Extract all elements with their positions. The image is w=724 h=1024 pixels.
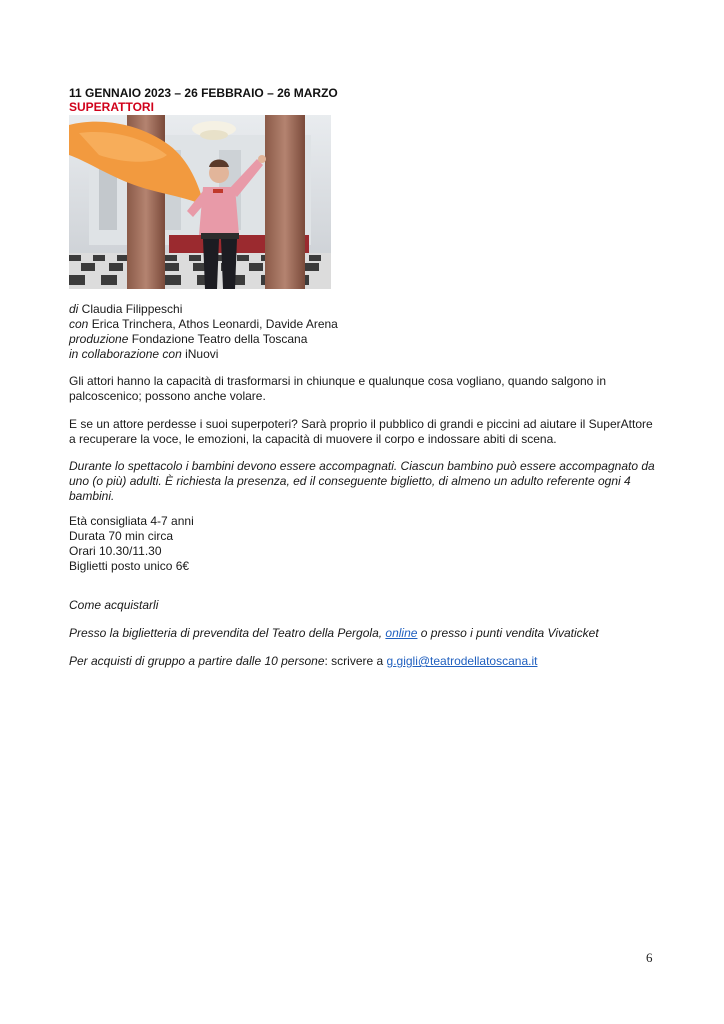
event-dates: 11 GENNAIO 2023 – 26 FEBBRAIO – 26 MARZO (69, 86, 338, 100)
credit-value: Claudia Filippeschi (78, 302, 183, 316)
purchase-heading: Come acquistarli (69, 598, 159, 612)
credits-block (69, 302, 338, 362)
fact-duration: Durata 70 min circa (69, 529, 174, 543)
credit-value: iNuovi (181, 347, 219, 361)
facts-list (69, 514, 194, 574)
purchase-text: Presso la biglietteria di prevendita del Teatro della Pergola, (69, 626, 386, 640)
credit-role: produzione (69, 332, 129, 346)
credit-value: Fondazione Teatro della Toscana (128, 332, 308, 346)
fact-price: Biglietti posto unico 6€ (69, 559, 190, 573)
purchase-line-1 (69, 626, 659, 641)
credit-production (69, 332, 338, 347)
description-paragraph-1: Gli attori hanno la capacità di trasformarsi in chiunque e qualunque cosa vogliano, quando salgono in palcoscenico; possono anche volare. (69, 374, 607, 403)
notice-paragraph: Durante lo spettacolo i bambini devono essere accompagnati. Ciascun bambino può essere accompagnato da uno (o più) adulti. È richiesta la presenza, ed il conseguente biglietto, di almeno un adulto referente ogni 4 bambini. (69, 459, 655, 503)
credit-role: con (69, 317, 89, 331)
credit-director (69, 302, 338, 317)
page-number: 6 (646, 950, 653, 965)
show-photo (69, 115, 331, 289)
purchase-text: Per acquisti di gruppo a partire dalle 10 persone (69, 654, 325, 668)
show-title: SUPERATTORI (69, 100, 154, 114)
online-link[interactable]: online (385, 626, 418, 640)
credit-role: in collaborazione con (69, 347, 182, 361)
credit-role: di (69, 302, 79, 316)
purchase-line-2 (69, 654, 659, 669)
credit-collaboration (69, 347, 338, 362)
fact-times: Orari 10.30/11.30 (69, 544, 162, 558)
credit-cast (69, 317, 338, 332)
credit-value: Erica Trinchera, Athos Leonardi, Davide Arena (88, 317, 338, 331)
purchase-text: : scrivere a (324, 654, 387, 668)
description-paragraph-2: E se un attore perdesse i suoi superpoteri? Sarà proprio il pubblico di grandi e piccini ad aiutare il SuperAttore a recuperare la voce, le emozioni, la capacità di muovere il corpo e indossare abiti di scena. (69, 417, 653, 446)
fact-age: Età consigliata 4-7 anni (69, 514, 194, 528)
purchase-text: o presso i punti vendita Vivaticket (417, 626, 599, 640)
email-link[interactable]: g.gigli@teatrodellatoscana.it (386, 654, 538, 668)
